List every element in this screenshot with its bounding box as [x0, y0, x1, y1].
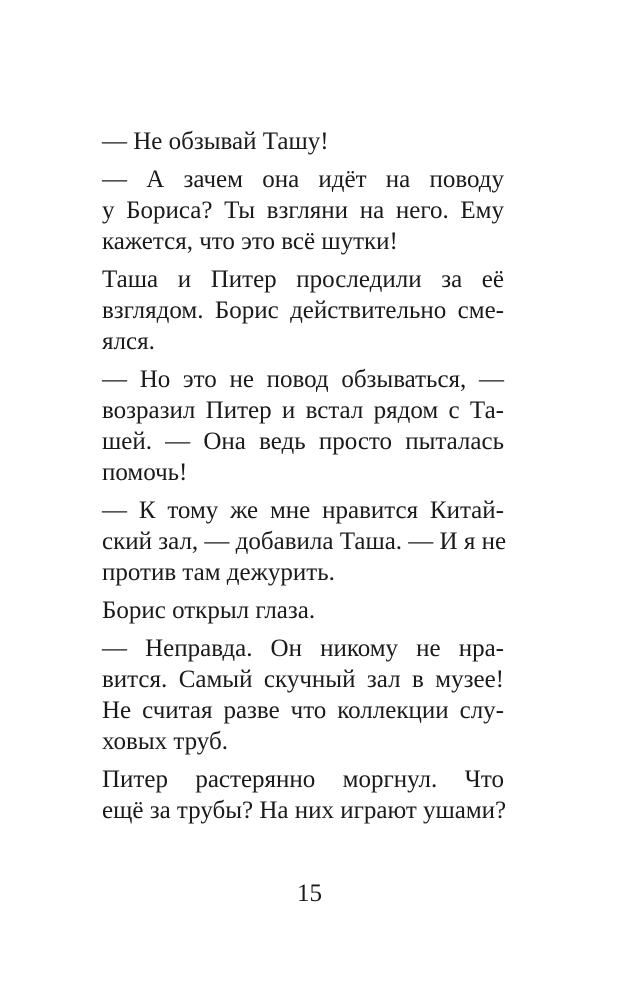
text-line: ховых труб. — [102, 728, 228, 755]
paragraph-gap — [102, 488, 504, 495]
text-line: возразил Питер и встал рядом с Та- — [102, 397, 504, 424]
paragraph-gap — [102, 588, 504, 595]
text-line: ский зал, — добавила Таша. — И я не — [102, 528, 507, 555]
text-line: Питер растерянно моргнул. Что — [102, 766, 504, 793]
paragraph — [102, 495, 507, 588]
paragraph-gap — [102, 257, 504, 264]
paragraph — [102, 764, 507, 826]
text-line: — Не обзывай Ташу! — [102, 128, 329, 155]
text-line: Борис открыл глаза. — [102, 597, 316, 624]
paragraph — [102, 364, 504, 488]
text-line: ялся. — [102, 328, 155, 355]
text-line: — К тому же мне нравится Китай- — [102, 497, 504, 524]
text-line: взглядом. Борис действительно сме- — [102, 297, 504, 324]
paragraph — [102, 126, 504, 157]
page-number: 15 — [297, 880, 322, 907]
paragraph — [102, 264, 504, 357]
text-line: — Неправда. Он никому не нра- — [102, 635, 504, 662]
text-line: ещё за трубы? На них играют ушами? — [102, 797, 507, 824]
text-line: кажется, что это всё шутки! — [102, 228, 398, 255]
text-line: вится. Самый скучный зал в музее! — [102, 666, 504, 693]
body-text — [102, 126, 507, 826]
text-line: у Бориса? Ты взгляни на него. Ему — [102, 197, 504, 224]
paragraph-gap — [102, 357, 504, 364]
text-line: — Но это не повод обзываться, — — [102, 366, 504, 393]
paragraph — [102, 595, 504, 626]
text-line: помочь! — [102, 459, 188, 486]
text-line: — А зачем она идёт на поводу — [102, 166, 504, 193]
paragraph-gap — [102, 757, 504, 764]
paragraph-gap — [102, 626, 504, 633]
text-line: против там дежурить. — [102, 559, 335, 586]
text-line: шей. — Она ведь просто пыталась — [102, 428, 504, 455]
paragraph — [102, 633, 504, 757]
paragraph-gap — [102, 157, 504, 164]
paragraph — [102, 164, 504, 257]
text-line: Не считая разве что коллекции слу- — [102, 697, 504, 724]
text-line: Таша и Питер проследили за её — [102, 266, 504, 293]
